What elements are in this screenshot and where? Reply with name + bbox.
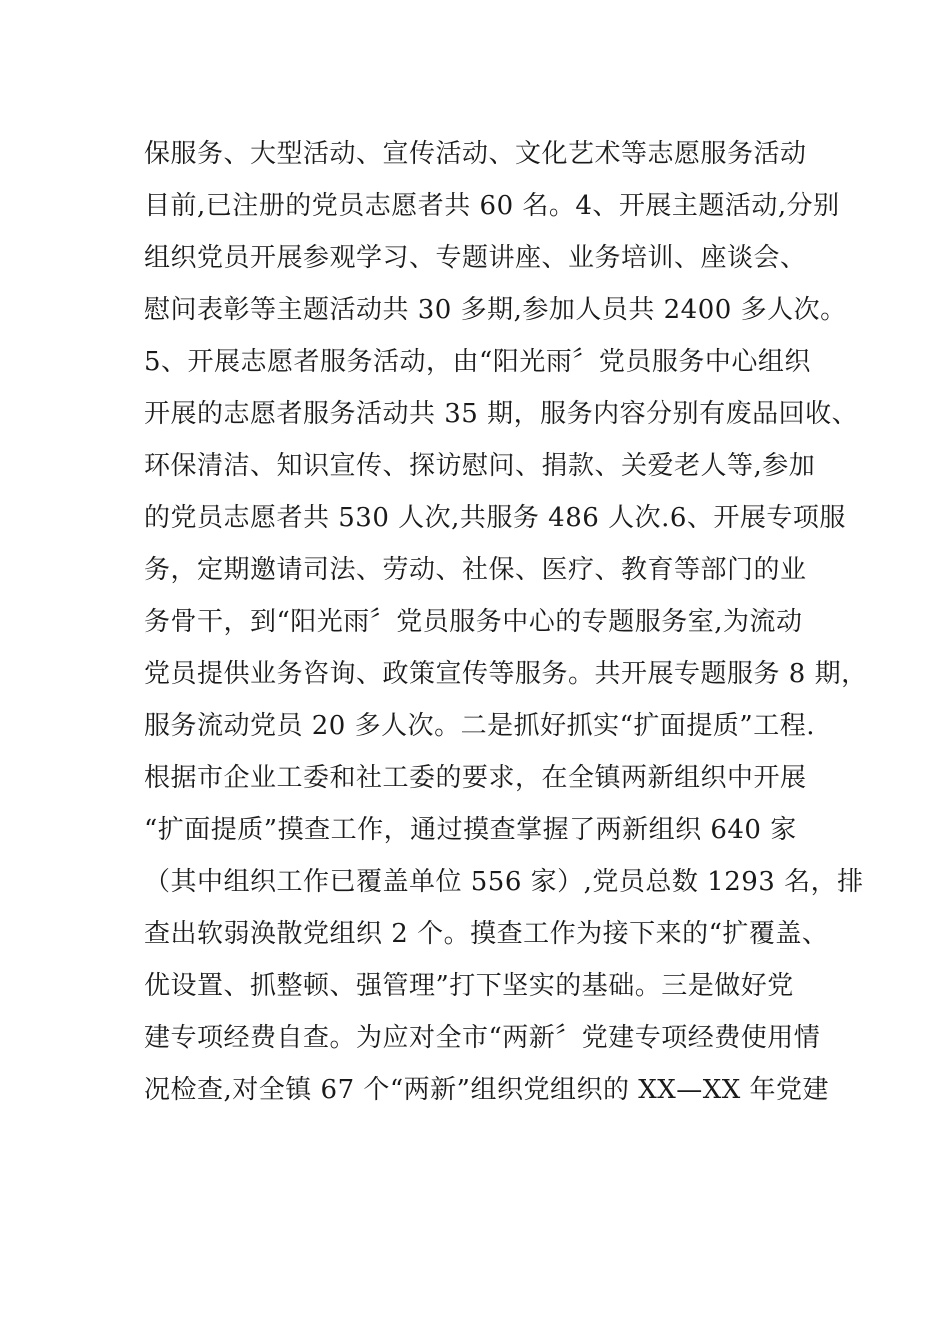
text-line: 根据市企业工委和社工委的要求，在全镇两新组织中开展 bbox=[144, 763, 807, 793]
body-text bbox=[144, 128, 868, 1116]
text-line: 目前,已注册的党员志愿者共 60 名。4、开展主题活动,分别 bbox=[144, 191, 840, 221]
text-line: 党员提供业务咨询、政策宣传等服务。共开展专题服务 8 期， bbox=[144, 659, 868, 689]
text-line: 务，定期邀请司法、劳动、社保、医疗、教育等部门的业 bbox=[144, 555, 807, 585]
text-line: “扩面提质”摸查工作，通过摸查掌握了两新组织 640 家 bbox=[144, 815, 797, 845]
text-line: 况检查,对全镇 67 个“两新”组织党组织的 XX—XX 年党建 bbox=[144, 1075, 830, 1105]
text-line: 环保清洁、知识宣传、探访慰问、捐款、关爱老人等,参加 bbox=[144, 451, 816, 481]
text-line: 5、开展志愿者服务活动，由“阳光雨〞党员服务中心组织 bbox=[144, 347, 811, 377]
text-line: 的党员志愿者共 530 人次,共服务 486 人次.6、开展专项服 bbox=[144, 503, 846, 533]
text-line: 组织党员开展参观学习、专题讲座、业务培训、座谈会、 bbox=[144, 243, 807, 273]
text-line: 开展的志愿者服务活动共 35 期，服务内容分别有废品回收、 bbox=[144, 399, 859, 429]
text-line: 建专项经费自查。为应对全市“两新〞党建专项经费使用情 bbox=[144, 1023, 821, 1053]
text-line: 慰问表彰等主题活动共 30 多期,参加人员共 2400 多人次。 bbox=[144, 295, 847, 325]
text-line: （其中组织工作已覆盖单位 556 家）,党员总数 1293 名，排 bbox=[144, 867, 864, 897]
text-line: 服务流动党员 20 多人次。二是抓好抓实“扩面提质”工程. bbox=[144, 711, 815, 741]
text-line: 务骨干，到“阳光雨〞党员服务中心的专题服务室,为流动 bbox=[144, 607, 803, 637]
text-line: 保服务、大型活动、宣传活动、文化艺术等志愿服务活动 bbox=[144, 139, 807, 169]
text-line: 查出软弱涣散党组织 2 个。摸查工作为接下来的“扩覆盖、 bbox=[144, 919, 829, 949]
text-line: 优设置、抓整顿、强管理”打下坚实的基础。三是做好党 bbox=[144, 971, 794, 1001]
